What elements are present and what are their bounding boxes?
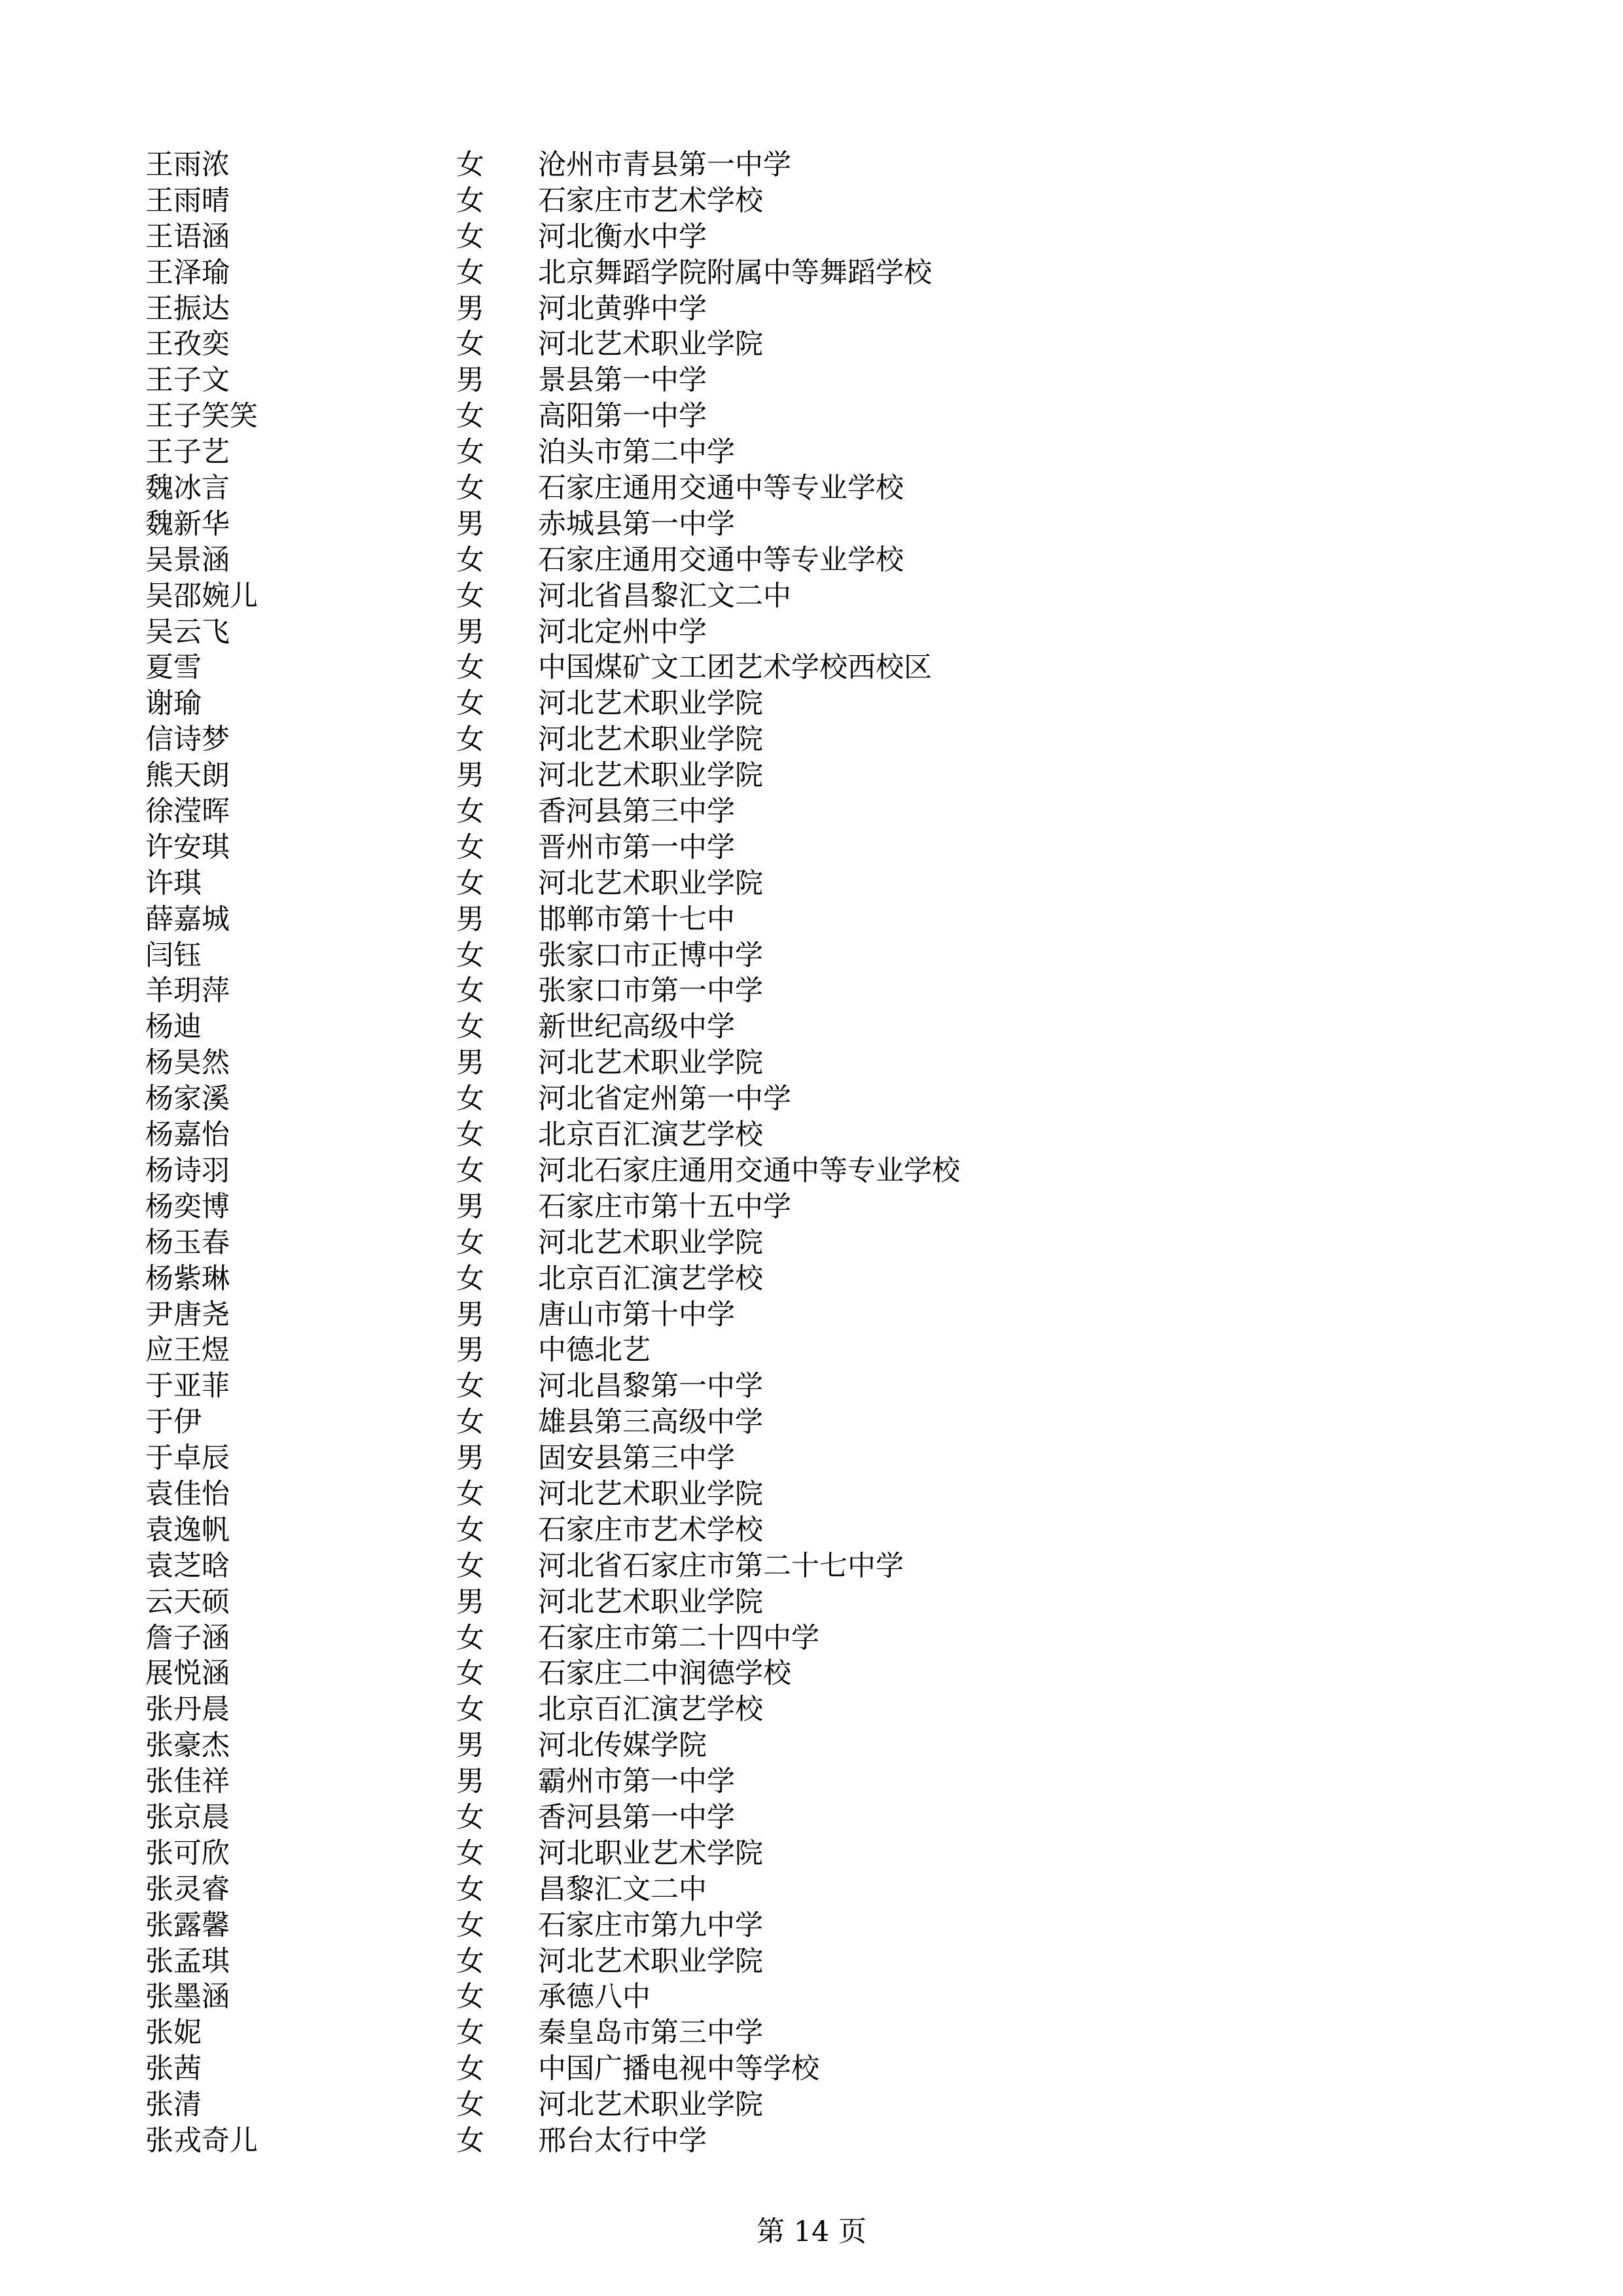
student-name: 尹唐尧	[145, 1298, 230, 1331]
student-school: 河北传媒学院	[538, 1729, 707, 1763]
student-gender: 女	[456, 436, 484, 469]
student-name: 徐滢晖	[145, 795, 230, 829]
student-name: 张露馨	[145, 1909, 230, 1942]
student-name: 王雨晴	[145, 184, 230, 217]
student-name: 魏冰言	[145, 472, 230, 505]
student-name: 张可欣	[145, 1837, 230, 1870]
student-gender: 女	[456, 256, 484, 289]
student-name: 杨嘉怡	[145, 1119, 230, 1152]
student-school: 固安县第三中学	[538, 1442, 735, 1475]
student-school: 河北省定州第一中学	[538, 1083, 791, 1116]
student-gender: 女	[456, 1513, 484, 1547]
student-gender: 女	[456, 1873, 484, 1906]
list-item	[145, 1369, 1323, 1405]
list-item	[145, 435, 1323, 471]
student-name: 许安琪	[145, 831, 230, 864]
student-name: 王孜奕	[145, 328, 230, 361]
list-item	[145, 758, 1323, 794]
list-item	[145, 1297, 1323, 1333]
list-item	[145, 1333, 1323, 1369]
list-item	[145, 1621, 1323, 1657]
student-gender: 男	[456, 507, 484, 541]
student-school: 新世纪高级中学	[538, 1011, 735, 1044]
student-gender: 女	[456, 831, 484, 864]
student-school: 河北艺术职业学院	[538, 687, 763, 721]
list-item	[145, 1405, 1323, 1441]
student-name: 吴云飞	[145, 615, 230, 649]
student-school: 石家庄二中润德学校	[538, 1657, 791, 1691]
student-name: 张墨涵	[145, 1981, 230, 2014]
student-gender: 男	[456, 1729, 484, 1763]
student-gender: 女	[456, 184, 484, 217]
list-item	[145, 1836, 1323, 1872]
list-item	[145, 866, 1323, 902]
student-name: 张妮	[145, 2017, 202, 2050]
student-gender: 女	[456, 1657, 484, 1691]
list-item	[145, 219, 1323, 255]
list-item	[145, 973, 1323, 1009]
student-school: 唐山市第十中学	[538, 1298, 735, 1331]
student-gender: 女	[456, 1837, 484, 1870]
student-name: 袁芝晗	[145, 1549, 230, 1583]
list-item	[145, 2123, 1323, 2159]
student-name: 应王煜	[145, 1334, 230, 1367]
student-gender: 女	[456, 2053, 484, 2086]
student-gender: 女	[456, 1406, 484, 1439]
student-school: 河北艺术职业学院	[538, 1047, 763, 1080]
student-gender: 女	[456, 1801, 484, 1834]
student-gender: 女	[456, 1370, 484, 1403]
page-number: 第 14 页	[756, 2215, 867, 2248]
list-item	[145, 1261, 1323, 1297]
student-gender: 男	[456, 1298, 484, 1331]
student-gender: 女	[456, 1909, 484, 1942]
student-school: 中国煤矿文工团艺术学校西校区	[538, 651, 932, 685]
student-name: 羊玥萍	[145, 975, 230, 1008]
student-gender: 女	[456, 1154, 484, 1187]
student-name: 熊天朗	[145, 759, 230, 793]
list-item	[145, 2015, 1323, 2051]
list-item	[145, 471, 1323, 507]
student-school: 张家口市第一中学	[538, 975, 763, 1008]
student-gender: 女	[456, 149, 484, 181]
student-school: 河北昌黎第一中学	[538, 1370, 763, 1403]
list-item	[145, 1225, 1323, 1261]
list-item	[145, 327, 1323, 363]
list-item	[145, 830, 1323, 866]
student-school: 河北省昌黎汇文二中	[538, 579, 791, 613]
list-item	[145, 363, 1323, 399]
student-name: 薛嘉城	[145, 903, 230, 936]
student-school: 石家庄市第九中学	[538, 1909, 763, 1942]
list-item	[145, 1979, 1323, 2015]
student-gender: 男	[456, 615, 484, 649]
student-school: 承德八中	[538, 1981, 651, 2014]
list-item	[145, 183, 1323, 219]
student-name: 张孟琪	[145, 1945, 230, 1978]
student-gender: 女	[456, 472, 484, 505]
student-gender: 男	[456, 1585, 484, 1619]
student-name: 袁逸帆	[145, 1513, 230, 1547]
list-item	[145, 1441, 1323, 1477]
student-name: 杨诗羽	[145, 1154, 230, 1187]
student-school: 石家庄通用交通中等专业学校	[538, 472, 904, 505]
student-school: 石家庄市第十五中学	[538, 1190, 791, 1223]
student-school: 张家口市正博中学	[538, 939, 763, 972]
student-name: 王雨浓	[145, 149, 230, 181]
student-school: 晋州市第一中学	[538, 831, 735, 864]
list-item	[145, 615, 1323, 651]
student-gender: 女	[456, 867, 484, 900]
student-name: 詹子涵	[145, 1621, 230, 1655]
list-item	[145, 1513, 1323, 1549]
student-name: 杨奕博	[145, 1190, 230, 1223]
student-name: 闫钰	[145, 939, 202, 972]
list-item	[145, 1009, 1323, 1045]
student-gender: 女	[456, 328, 484, 361]
student-gender: 女	[456, 1262, 484, 1295]
student-name: 吴邵婉儿	[145, 579, 258, 613]
list-item	[145, 1045, 1323, 1081]
list-item	[145, 399, 1323, 435]
student-name: 杨迪	[145, 1011, 202, 1044]
student-name: 张佳祥	[145, 1765, 230, 1799]
list-item	[145, 147, 1323, 183]
list-item	[145, 1692, 1323, 1728]
list-item	[145, 1728, 1323, 1764]
student-name: 王语涵	[145, 220, 230, 253]
list-item	[145, 1549, 1323, 1585]
student-school: 河北艺术职业学院	[538, 1945, 763, 1978]
student-school: 河北省石家庄市第二十七中学	[538, 1549, 904, 1583]
student-school: 赤城县第一中学	[538, 507, 735, 541]
student-school: 河北艺术职业学院	[538, 2089, 763, 2122]
student-name: 谢瑜	[145, 687, 202, 721]
list-item	[145, 1944, 1323, 1980]
student-name: 展悦涵	[145, 1657, 230, 1691]
roster-list	[145, 147, 1323, 2159]
list-item	[145, 1800, 1323, 1836]
student-school: 北京百汇演艺学校	[538, 1693, 763, 1727]
student-gender: 男	[456, 759, 484, 793]
student-gender: 男	[456, 1334, 484, 1367]
student-gender: 男	[456, 1190, 484, 1223]
student-gender: 女	[456, 543, 484, 577]
student-school: 中德北艺	[538, 1334, 651, 1367]
student-gender: 女	[456, 1083, 484, 1116]
student-school: 河北艺术职业学院	[538, 867, 763, 900]
student-name: 杨紫琳	[145, 1262, 230, 1295]
list-item	[145, 1117, 1323, 1153]
student-school: 高阳第一中学	[538, 400, 707, 433]
student-name: 于卓辰	[145, 1442, 230, 1475]
student-name: 张丹晨	[145, 1693, 230, 1727]
student-gender: 女	[456, 1011, 484, 1044]
student-name: 张清	[145, 2089, 202, 2122]
student-school: 沧州市青县第一中学	[538, 149, 791, 181]
student-name: 夏雪	[145, 651, 202, 685]
student-gender: 女	[456, 1226, 484, 1259]
list-item	[145, 1189, 1323, 1225]
student-gender: 女	[456, 795, 484, 829]
student-name: 张京晨	[145, 1801, 230, 1834]
student-school: 昌黎汇文二中	[538, 1873, 707, 1906]
list-item	[145, 1585, 1323, 1621]
student-school: 石家庄市艺术学校	[538, 1513, 763, 1547]
student-gender: 女	[456, 1981, 484, 2014]
student-name: 云天硕	[145, 1585, 230, 1619]
list-item	[145, 1764, 1323, 1800]
student-gender: 女	[456, 2124, 484, 2157]
student-gender: 男	[456, 1765, 484, 1799]
student-school: 北京百汇演艺学校	[538, 1119, 763, 1152]
student-name: 杨昊然	[145, 1047, 230, 1080]
student-school: 河北艺术职业学院	[538, 1226, 763, 1259]
student-name: 张豪杰	[145, 1729, 230, 1763]
student-name: 杨家溪	[145, 1083, 230, 1116]
student-gender: 女	[456, 220, 484, 253]
student-school: 泊头市第二中学	[538, 436, 735, 469]
list-item	[145, 2087, 1323, 2123]
student-school: 河北石家庄通用交通中等专业学校	[538, 1154, 960, 1187]
student-name: 许琪	[145, 867, 202, 900]
student-name: 王子笑笑	[145, 400, 258, 433]
student-name: 魏新华	[145, 507, 230, 541]
list-item	[145, 291, 1323, 327]
list-item	[145, 1081, 1323, 1117]
student-gender: 女	[456, 1945, 484, 1978]
student-school: 河北艺术职业学院	[538, 1585, 763, 1619]
student-gender: 男	[456, 903, 484, 936]
student-gender: 女	[456, 1621, 484, 1655]
list-item	[145, 902, 1323, 938]
list-item	[145, 650, 1323, 686]
student-name: 袁佳怡	[145, 1477, 230, 1511]
list-item	[145, 507, 1323, 543]
student-name: 王子艺	[145, 436, 230, 469]
list-item	[145, 1908, 1323, 1944]
student-school: 河北黄骅中学	[538, 292, 707, 325]
list-item	[145, 1872, 1323, 1908]
student-name: 杨玉春	[145, 1226, 230, 1259]
list-item	[145, 1477, 1323, 1513]
student-gender: 男	[456, 364, 484, 397]
student-school: 北京百汇演艺学校	[538, 1262, 763, 1295]
student-school: 秦皇岛市第三中学	[538, 2017, 763, 2050]
student-name: 信诗梦	[145, 723, 230, 757]
student-gender: 女	[456, 939, 484, 972]
student-gender: 女	[456, 2017, 484, 2050]
student-gender: 女	[456, 651, 484, 685]
student-name: 王子文	[145, 364, 230, 397]
list-item	[145, 1153, 1323, 1189]
student-name: 张戎奇儿	[145, 2124, 258, 2157]
student-school: 邢台太行中学	[538, 2124, 707, 2157]
student-gender: 女	[456, 400, 484, 433]
student-school: 香河县第三中学	[538, 795, 735, 829]
student-name: 于伊	[145, 1406, 202, 1439]
student-school: 河北艺术职业学院	[538, 723, 763, 757]
student-school: 河北艺术职业学院	[538, 759, 763, 793]
student-name: 张灵睿	[145, 1873, 230, 1906]
student-gender: 男	[456, 1047, 484, 1080]
student-school: 河北衡水中学	[538, 220, 707, 253]
student-gender: 女	[456, 1549, 484, 1583]
student-gender: 女	[456, 1119, 484, 1152]
student-school: 河北定州中学	[538, 615, 707, 649]
student-name: 王振达	[145, 292, 230, 325]
list-item	[145, 1656, 1323, 1692]
list-item	[145, 543, 1323, 579]
student-gender: 女	[456, 2089, 484, 2122]
student-school: 河北艺术职业学院	[538, 1477, 763, 1511]
student-school: 香河县第一中学	[538, 1801, 735, 1834]
list-item	[145, 255, 1323, 291]
student-school: 石家庄通用交通中等专业学校	[538, 543, 904, 577]
student-gender: 女	[456, 687, 484, 721]
student-gender: 女	[456, 723, 484, 757]
student-gender: 女	[456, 975, 484, 1008]
student-school: 中国广播电视中等学校	[538, 2053, 819, 2086]
student-gender: 女	[456, 1477, 484, 1511]
student-school: 雄县第三高级中学	[538, 1406, 763, 1439]
student-school: 霸州市第一中学	[538, 1765, 735, 1799]
list-item	[145, 579, 1323, 615]
student-gender: 男	[456, 292, 484, 325]
list-item	[145, 794, 1323, 830]
list-item	[145, 722, 1323, 758]
list-item	[145, 2051, 1323, 2087]
student-name: 于亚菲	[145, 1370, 230, 1403]
student-school: 石家庄市第二十四中学	[538, 1621, 819, 1655]
list-item	[145, 938, 1323, 974]
student-gender: 男	[456, 1442, 484, 1475]
student-name: 王泽瑜	[145, 256, 230, 289]
student-school: 北京舞蹈学院附属中等舞蹈学校	[538, 256, 932, 289]
list-item	[145, 686, 1323, 722]
student-gender: 女	[456, 1693, 484, 1727]
student-school: 邯郸市第十七中	[538, 903, 735, 936]
student-gender: 女	[456, 579, 484, 613]
student-name: 吴景涵	[145, 543, 230, 577]
student-school: 河北职业艺术学院	[538, 1837, 763, 1870]
student-school: 河北艺术职业学院	[538, 328, 763, 361]
student-school: 石家庄市艺术学校	[538, 184, 763, 217]
student-school: 景县第一中学	[538, 364, 707, 397]
student-name: 张茜	[145, 2053, 202, 2086]
